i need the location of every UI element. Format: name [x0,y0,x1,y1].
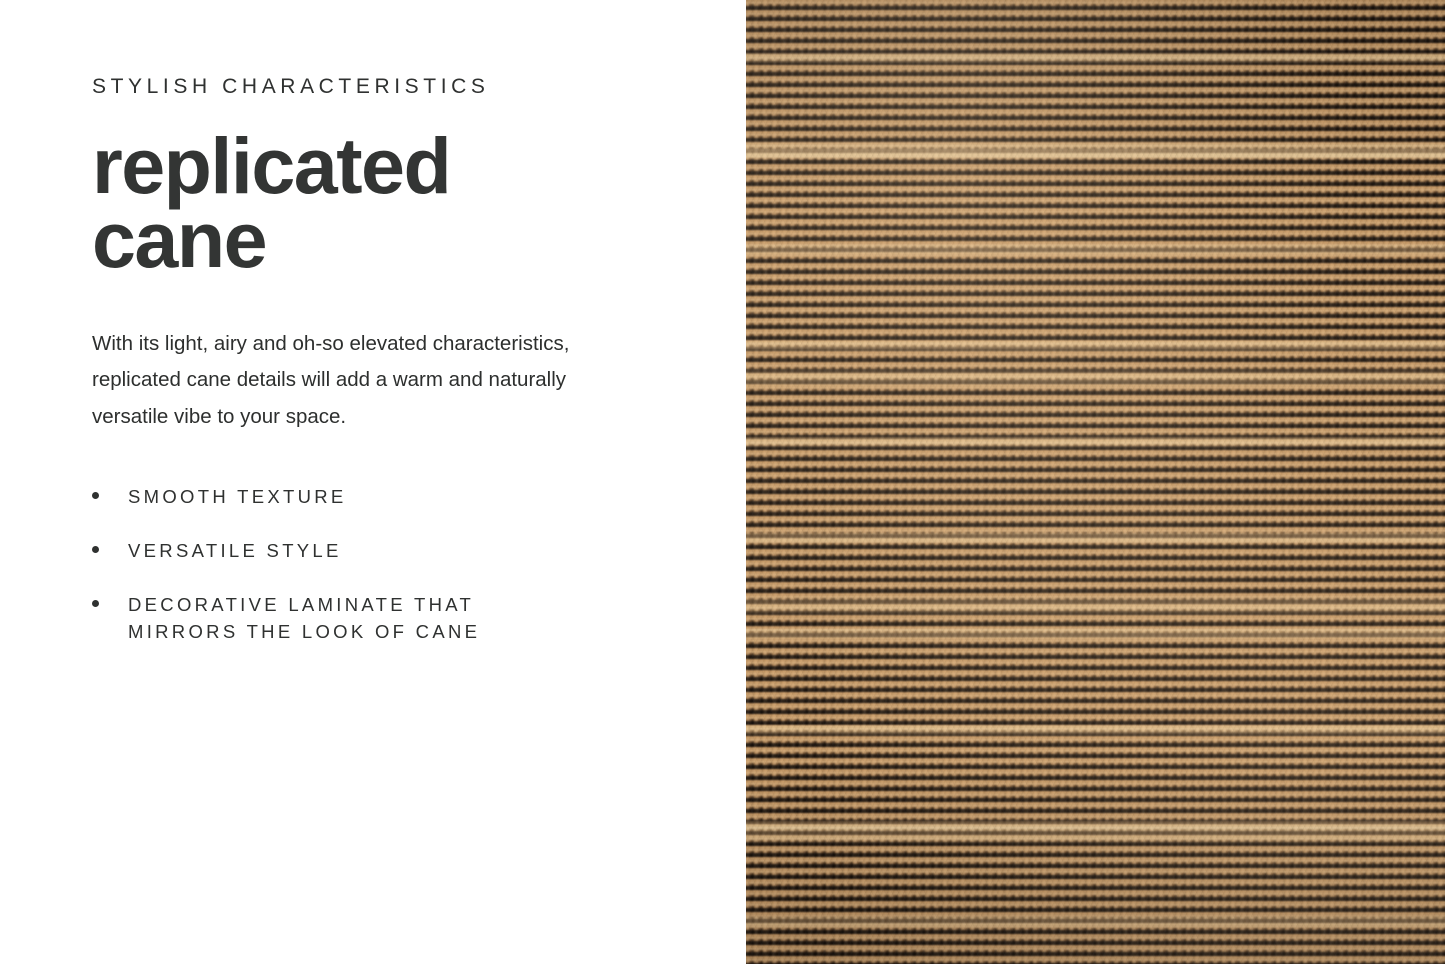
content-block [92,74,652,672]
bullet-icon [92,492,99,499]
weave-shading-overlay [746,0,1445,964]
list-item [92,537,592,565]
feature-list [92,483,652,646]
body-paragraph: With its light, airy and oh-so elevated characteristics, replicated cane details will add a warm and naturally versatile vibe to your space. [92,331,570,428]
list-item-label: DECORATIVE LAMINATE THAT MIRRORS THE LOOK OF CANE [128,593,481,643]
bullet-icon [92,546,99,553]
list-item-label: VERSATILE STYLE [128,539,342,561]
page-title: replicated cane [92,121,451,285]
cane-texture-image [746,0,1445,964]
bullet-icon [92,600,99,607]
eyebrow-label: STYLISH CHARACTERISTICS [92,75,490,98]
list-item [92,483,592,511]
list-item-label: SMOOTH TEXTURE [128,486,347,508]
list-item [92,591,592,647]
